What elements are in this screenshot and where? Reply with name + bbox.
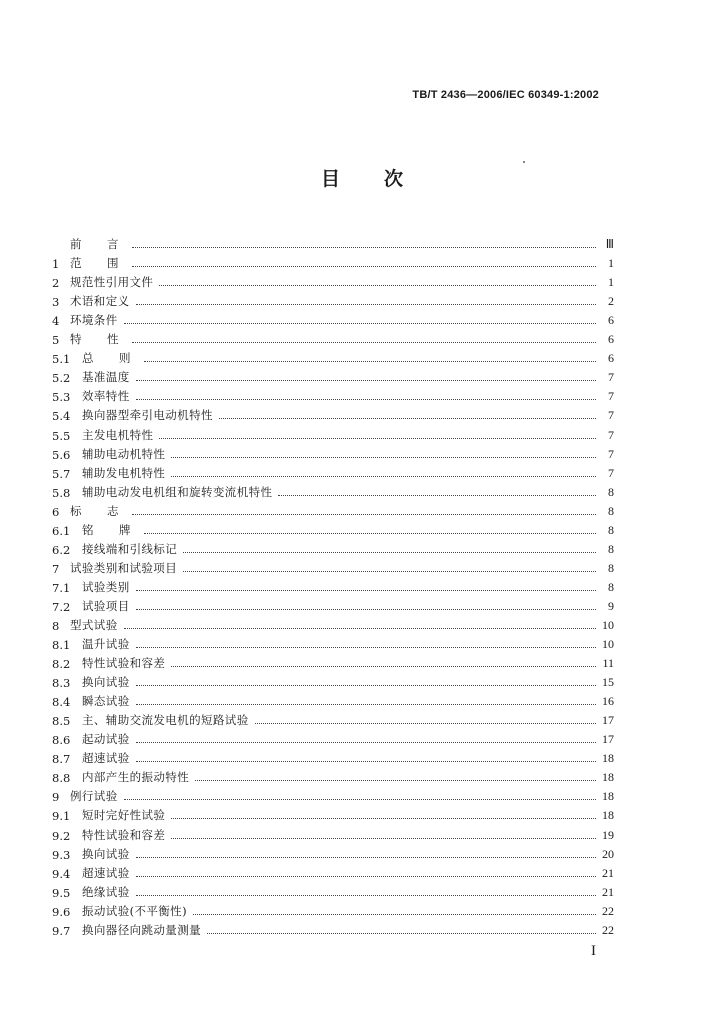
toc-entry-number: 5.8 [52, 485, 71, 500]
page-number: I [591, 943, 596, 959]
toc-entry-label: 例行试验 [70, 789, 118, 804]
toc-entry [52, 843, 614, 862]
toc-entry [52, 271, 614, 290]
toc-entry-page: 7 [608, 427, 614, 442]
toc-entry-page: 10 [602, 637, 614, 652]
toc-entry [52, 557, 614, 576]
toc-entry-label: 试验项目 [82, 598, 130, 613]
toc-entry-number: 8.2 [52, 657, 71, 672]
toc-entry-number: 7.2 [52, 599, 71, 614]
toc-entry [52, 290, 614, 309]
toc-entry-label: 规范性引用文件 [70, 275, 154, 290]
dot-leader [136, 685, 596, 686]
toc-entry-number: 6.1 [52, 523, 71, 538]
toc-entry-page: 18 [602, 770, 614, 785]
toc-entry [52, 347, 614, 366]
dot-leader [207, 933, 596, 934]
toc-entry-number: 8.8 [52, 771, 71, 786]
toc-entry [52, 671, 614, 690]
toc-entry-label: 超速试验 [82, 751, 130, 766]
toc-entry-page: 9 [608, 598, 614, 613]
page-title: 目次 [320, 168, 447, 190]
toc-entry-number: 4 [52, 314, 60, 329]
toc-entry-label: 换向试验 [82, 675, 130, 690]
toc-entry-label: 换向试验 [82, 846, 130, 861]
toc-entry-number: 8.7 [52, 752, 71, 767]
toc-entry-label: 范 围 [70, 256, 126, 271]
toc-entry-number: 5.7 [52, 466, 71, 481]
dot-leader [136, 895, 596, 896]
toc-entry-number: 5 [52, 333, 60, 348]
toc-entry-number: 8.5 [52, 714, 71, 729]
toc-entry-label: 内部产生的振动特性 [82, 770, 190, 785]
dot-leader [132, 247, 597, 248]
dot-leader [183, 552, 596, 553]
dot-leader [132, 342, 597, 343]
toc-entry-label: 振动试验(不平衡性) [82, 903, 187, 918]
toc-entry-page: 21 [602, 865, 614, 880]
toc-entry [52, 862, 614, 881]
toc-entry-number: 3 [52, 295, 60, 310]
toc-entry-number: 5.6 [52, 447, 71, 462]
dot-leader [193, 914, 596, 915]
toc-entry [52, 366, 614, 385]
toc-entry-label: 特性试验和容差 [82, 827, 166, 842]
toc-entry-page: 22 [602, 922, 614, 937]
toc-entry-number: 5.5 [52, 428, 71, 443]
dot-leader [136, 857, 596, 858]
dot-leader [136, 761, 596, 762]
dot-leader [136, 704, 596, 705]
toc-entry-number: 8.1 [52, 638, 71, 653]
toc-entry-number: 5.3 [52, 390, 71, 405]
toc-entry-page: 8 [608, 484, 614, 499]
toc-entry-page: 22 [602, 903, 614, 918]
toc-entry-page: 21 [602, 884, 614, 899]
dot-leader [144, 533, 597, 534]
toc-entry-number: 6.2 [52, 542, 71, 557]
toc-entry-page: 8 [608, 560, 614, 575]
toc-entry-label: 标 志 [70, 503, 126, 518]
toc-entry-number: 9.5 [52, 885, 71, 900]
toc-entry-number: 9.4 [52, 866, 71, 881]
toc-entry-page: 7 [608, 465, 614, 480]
toc-entry-label: 型式试验 [70, 617, 118, 632]
toc-entry-number: 7.1 [52, 580, 71, 595]
toc-entry-label: 术语和定义 [70, 294, 130, 309]
toc-entry [52, 309, 614, 328]
dot-leader [136, 742, 596, 743]
toc-entry-number: 9.2 [52, 828, 71, 843]
toc-entry-number: 8 [52, 618, 60, 633]
toc-entry-label: 试验类别 [82, 579, 130, 594]
toc-entry-number: 5.1 [52, 352, 71, 367]
toc-entry-label: 前 言 [70, 237, 126, 252]
toc-entry-page: 6 [608, 313, 614, 328]
toc-entry-label: 辅助电动发电机组和旋转变流机特性 [82, 484, 273, 499]
toc-entry-page: 16 [602, 694, 614, 709]
dot-leader [144, 361, 597, 362]
toc-entry-label: 效率特性 [82, 389, 130, 404]
toc-entry [52, 252, 614, 271]
toc-entry-page: 8 [608, 522, 614, 537]
dot-leader [136, 590, 596, 591]
toc-entry [52, 423, 614, 442]
standard-code-header: TB/T 2436—2006/IEC 60349-1:2002 [412, 89, 599, 101]
dot-leader [159, 438, 596, 439]
toc-entry-page: 1 [608, 256, 614, 271]
dot-leader [219, 418, 596, 419]
toc-entry-label: 特性试验和容差 [82, 656, 166, 671]
toc-entry-number: 8.3 [52, 676, 71, 691]
toc-entry-page: 18 [602, 808, 614, 823]
toc-entry-number: 9.7 [52, 923, 71, 938]
toc-entry [52, 652, 614, 671]
toc-entry-page: 6 [608, 351, 614, 366]
dot-leader [136, 380, 596, 381]
dot-leader [171, 666, 596, 667]
toc-entry-number: 9.3 [52, 847, 71, 862]
toc-entry-label: 瞬态试验 [82, 694, 130, 709]
toc-entry-page: 15 [602, 675, 614, 690]
toc-entry [52, 576, 614, 595]
dot-leader [159, 285, 596, 286]
toc-entry [52, 614, 614, 633]
dot-leader [132, 266, 597, 267]
toc-entry [52, 462, 614, 481]
toc-entry-number: 9 [52, 790, 60, 805]
toc-entry-page: 17 [602, 732, 614, 747]
toc-entry [52, 404, 614, 423]
toc-entry [52, 233, 614, 252]
toc-entry-page: 2 [608, 294, 614, 309]
dot-leader [171, 457, 596, 458]
dot-leader [278, 495, 596, 496]
toc-entry [52, 747, 614, 766]
toc-entry-label: 辅助电动机特性 [82, 446, 166, 461]
table-of-contents [52, 233, 614, 938]
toc-entry [52, 900, 614, 919]
toc-entry [52, 709, 614, 728]
toc-entry [52, 443, 614, 462]
toc-entry [52, 823, 614, 842]
toc-entry-number: 8.4 [52, 695, 71, 710]
toc-entry-page: 6 [608, 332, 614, 347]
toc-entry [52, 595, 614, 614]
toc-entry-number: 1 [52, 257, 60, 272]
toc-entry-label: 起动试验 [82, 732, 130, 747]
toc-entry-number: 8.6 [52, 733, 71, 748]
toc-entry-page: 10 [602, 617, 614, 632]
toc-entry [52, 385, 614, 404]
dot-leader [124, 323, 596, 324]
toc-entry-page: 8 [608, 579, 614, 594]
dot-leader [195, 780, 596, 781]
toc-entry-number: 9.1 [52, 809, 71, 824]
toc-entry-label: 基准温度 [82, 370, 130, 385]
toc-entry-number: 9.6 [52, 904, 71, 919]
toc-entry [52, 633, 614, 652]
toc-entry-label: 温升试验 [82, 637, 130, 652]
toc-entry-number: 7 [52, 561, 60, 576]
dot-leader [136, 876, 596, 877]
toc-entry [52, 690, 614, 709]
toc-entry-label: 换向器径向跳动量测量 [82, 922, 201, 937]
toc-entry-page: 17 [602, 713, 614, 728]
dot-leader [183, 571, 596, 572]
toc-entry-label: 超速试验 [82, 865, 130, 880]
toc-entry-page: 7 [608, 389, 614, 404]
toc-entry [52, 519, 614, 538]
toc-entry-page: 1 [608, 275, 614, 290]
dot-leader [136, 399, 596, 400]
toc-entry [52, 328, 614, 347]
toc-entry-label: 总 则 [82, 351, 138, 366]
dot-leader [124, 799, 596, 800]
scan-speck [523, 161, 525, 163]
toc-entry-label: 辅助发电机特性 [82, 465, 166, 480]
toc-entry [52, 881, 614, 900]
toc-entry [52, 538, 614, 557]
dot-leader [171, 476, 596, 477]
toc-entry-label: 主、辅助交流发电机的短路试验 [82, 713, 249, 728]
toc-entry-number: 5.4 [52, 409, 71, 424]
toc-entry [52, 500, 614, 519]
dot-leader [171, 838, 596, 839]
toc-entry-label: 绝缘试验 [82, 884, 130, 899]
toc-entry-page: 20 [602, 846, 614, 861]
toc-entry-label: 短时完好性试验 [82, 808, 166, 823]
toc-entry-page: 7 [608, 446, 614, 461]
toc-entry-page: 8 [608, 541, 614, 556]
toc-entry-page: 18 [602, 789, 614, 804]
toc-entry-number: 2 [52, 276, 60, 291]
toc-entry-page: Ⅲ [605, 237, 614, 252]
toc-entry [52, 785, 614, 804]
toc-entry [52, 481, 614, 500]
toc-entry-page: 18 [602, 751, 614, 766]
toc-entry-label: 换向器型牵引电动机特性 [82, 408, 213, 423]
dot-leader [255, 723, 596, 724]
toc-entry-number: 5.2 [52, 371, 71, 386]
dot-leader [132, 514, 597, 515]
toc-entry-label: 试验类别和试验项目 [70, 560, 178, 575]
dot-leader [136, 647, 596, 648]
toc-entry-page: 7 [608, 370, 614, 385]
dot-leader [124, 628, 596, 629]
dot-leader [136, 304, 597, 305]
toc-entry-label: 特 性 [70, 332, 126, 347]
toc-entry-page: 7 [608, 408, 614, 423]
toc-entry-number: 6 [52, 504, 60, 519]
toc-entry-page: 11 [602, 656, 614, 671]
toc-entry [52, 728, 614, 747]
toc-entry [52, 919, 614, 938]
toc-entry-label: 环境条件 [70, 313, 118, 328]
dot-leader [171, 818, 596, 819]
toc-entry-label: 接线端和引线标记 [82, 541, 178, 556]
toc-entry [52, 804, 614, 823]
toc-entry [52, 766, 614, 785]
toc-entry-label: 铭 牌 [82, 522, 138, 537]
dot-leader [136, 609, 596, 610]
toc-entry-page: 8 [608, 503, 614, 518]
toc-entry-page: 19 [602, 827, 614, 842]
toc-entry-label: 主发电机特性 [82, 427, 154, 442]
